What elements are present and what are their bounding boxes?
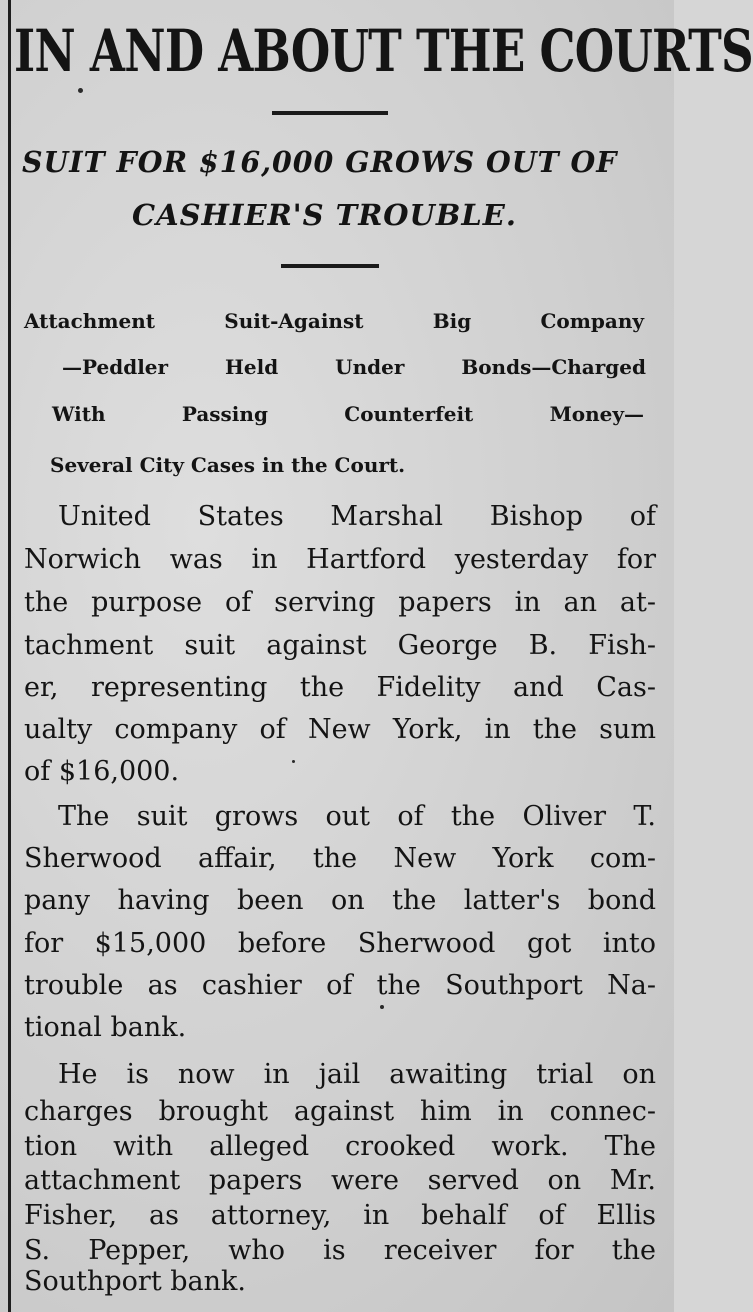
- body-line: trouble as cashier of the Southport Na-: [24, 970, 656, 1001]
- body-line: tional bank.: [24, 1012, 187, 1043]
- subhead-line-1: Attachment Suit-Against Big Company: [24, 309, 644, 333]
- headline: IN AND ABOUT THE COURTS: [14, 17, 753, 85]
- body-line: pany having been on the latter's bond: [24, 885, 656, 916]
- headline-divider: [272, 111, 388, 115]
- body-line: Norwich was in Hartford yesterday for: [24, 544, 656, 575]
- body-line: for $15,000 before Sherwood got into: [24, 928, 656, 959]
- body-line: He is now in jail awaiting trial on: [58, 1059, 656, 1090]
- body-line: the purpose of serving papers in an at-: [24, 587, 656, 618]
- body-line: Fisher, as attorney, in behalf of Ellis: [24, 1200, 656, 1231]
- body-line: charges brought against him in connec-: [24, 1096, 656, 1127]
- subhead-line-3: With Passing Counterfeit Money—: [52, 402, 644, 426]
- body-line: attachment papers were served on Mr.: [24, 1165, 656, 1196]
- ink-speck: [380, 1005, 384, 1009]
- ink-speck: [78, 88, 83, 93]
- body-line: tion with alleged crooked work. The: [24, 1131, 656, 1162]
- body-line: ualty company of New York, in the sum: [24, 714, 656, 745]
- deck-divider: [281, 264, 379, 268]
- deck-line-1: SUIT FOR $16,000 GROWS OUT OF: [22, 145, 618, 179]
- body-line: of $16,000.: [24, 756, 180, 787]
- body-line: Southport bank.: [24, 1266, 246, 1297]
- column-rule: [8, 0, 11, 1312]
- body-line: tachment suit against George B. Fish-: [24, 630, 656, 661]
- body-line: S. Pepper, who is receiver for the: [24, 1235, 656, 1266]
- body-line: United States Marshal Bishop of: [58, 501, 656, 532]
- body-line: er, representing the Fidelity and Cas-: [24, 672, 656, 703]
- subhead-line-2: —Peddler Held Under Bonds—Charged: [62, 355, 646, 379]
- body-line: The suit grows out of the Oliver T.: [58, 801, 656, 832]
- body-line: Sherwood affair, the New York com-: [24, 843, 656, 874]
- deck-line-2: CASHIER'S TROUBLE.: [132, 198, 517, 232]
- subhead-line-4: Several City Cases in the Court.: [50, 453, 406, 477]
- ink-speck: [292, 760, 295, 763]
